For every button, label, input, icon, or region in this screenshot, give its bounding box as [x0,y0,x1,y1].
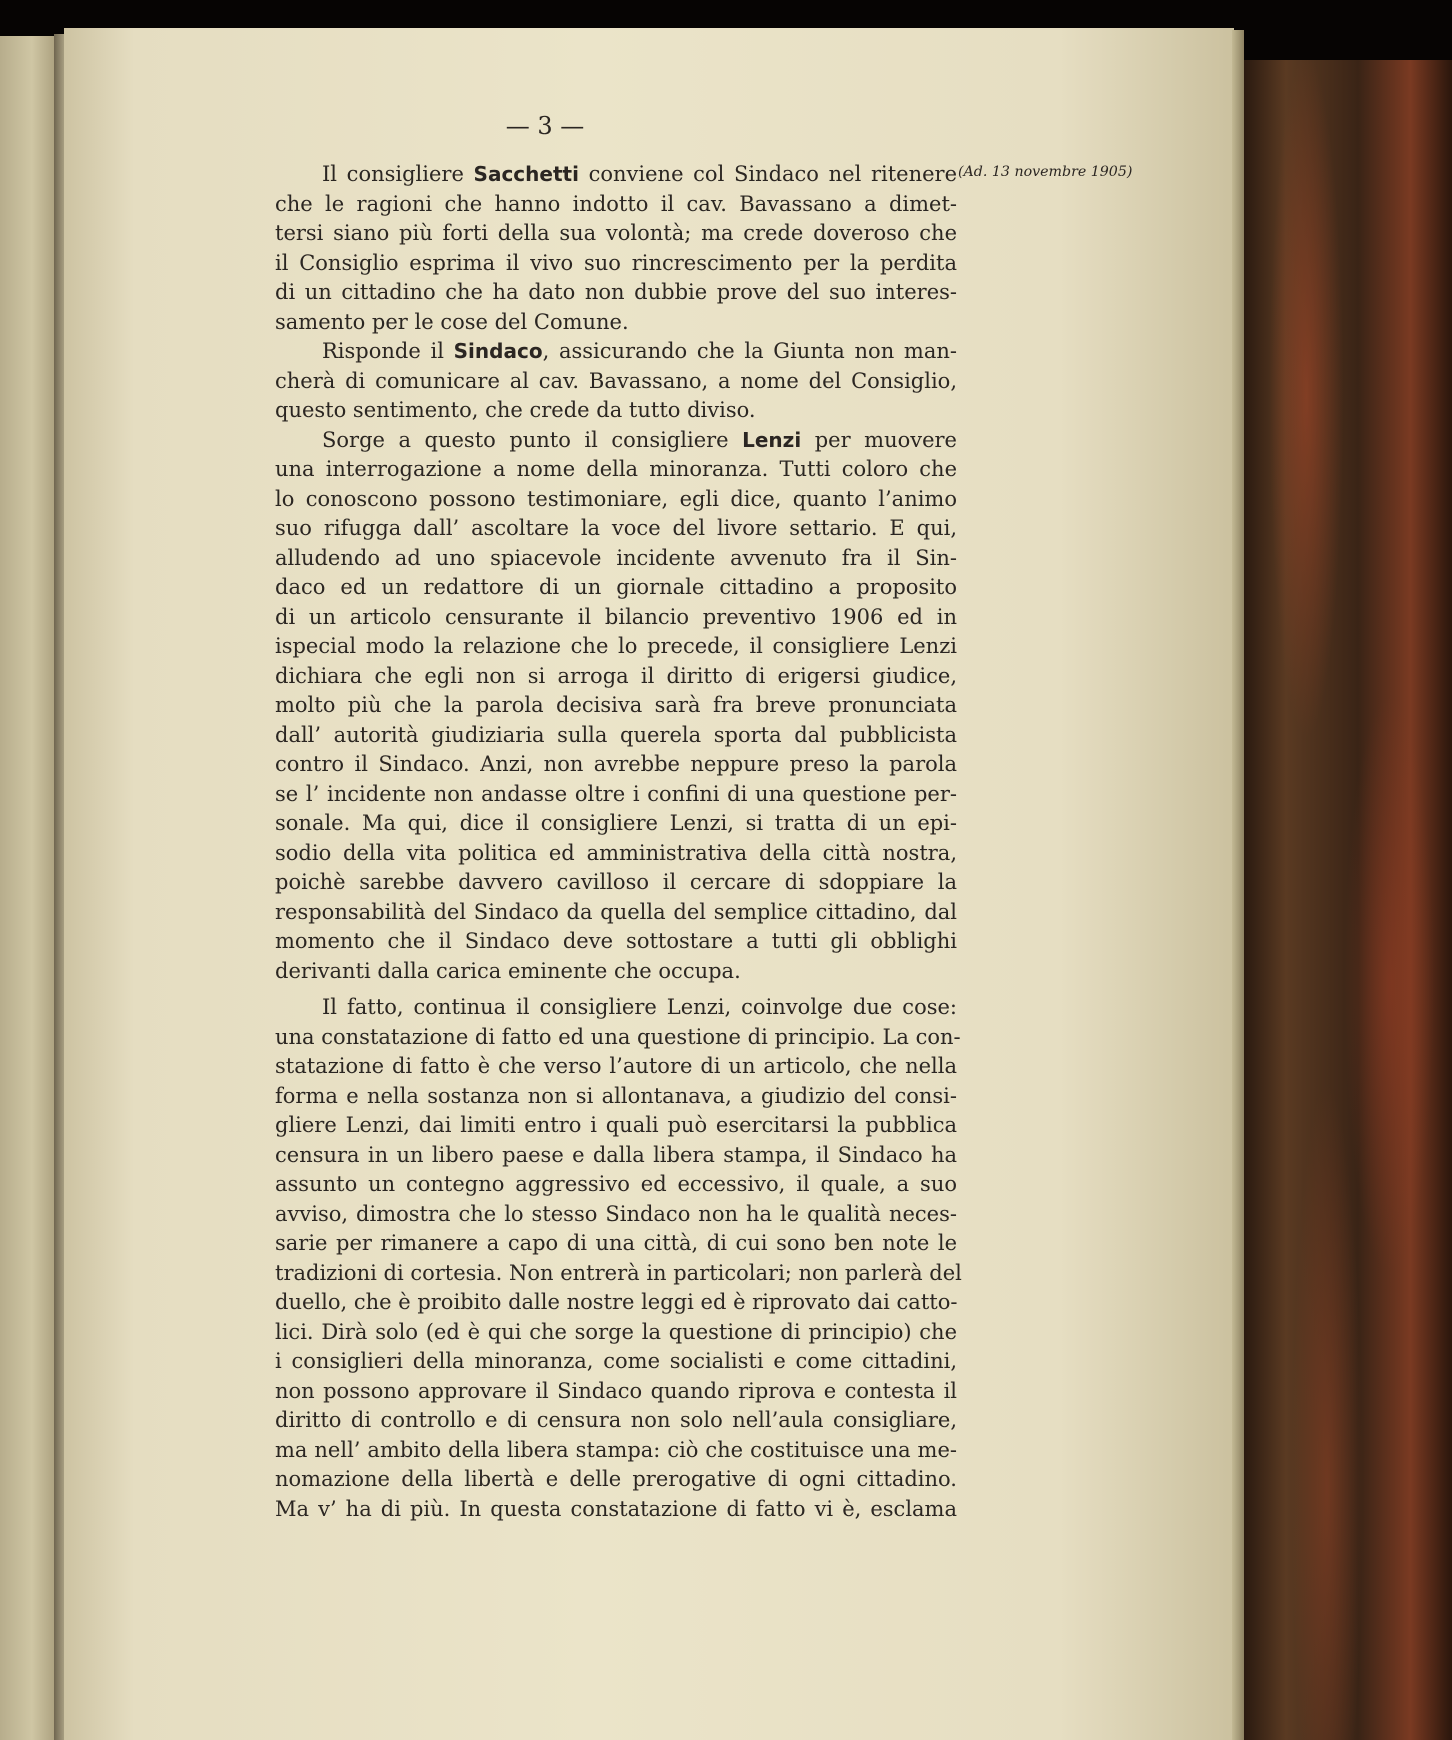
text-line [275,927,957,957]
text-segment: nomazione della libertà e delle prerogative di ogni cittadino. [275,1467,957,1491]
text-line [275,1377,957,1407]
text-segment: Ma v’ ha di più. In questa constatazione di fatto vi è, esclama [275,1496,957,1521]
text-segment: momento che il Sindaco deve sottostare a tutti gli obblighi [275,929,957,953]
text-segment: cherà di comunicare al cav. Bavassano, a nome del Consiglio, [275,368,957,393]
text-line [275,1141,957,1171]
paragraph [275,993,962,1524]
text-segment: poichè sarebbe davvero cavilloso il cercare di sdoppiare la [275,870,957,894]
text-segment: samento per le cose del Comune. [275,309,629,334]
text-segment: sonale. Ma qui, dice il consigliere Lenzi, si tratta di un epi- [275,811,957,835]
text-segment: di un articolo censurante il bilancio preventivo 1906 ed in [275,604,957,629]
text-line [275,1229,957,1259]
text-line [275,662,957,692]
text-line [275,1200,957,1230]
text-line [275,1436,957,1466]
text-line [275,750,957,780]
speaker-name: Sacchetti [473,162,579,186]
text-line [275,809,957,839]
text-segment: per muovere [801,427,957,452]
text-segment: una constatazione di fatto ed una questione di principio. La con- [275,1024,961,1049]
text-segment: molto più che la parola decisiva sarà fra breve pronunciata [275,693,957,717]
text-line [275,1023,961,1053]
text-segment: assunto un contegno aggressivo ed eccessivo, il quale, a suo [275,1172,957,1196]
text-line [275,1170,957,1200]
text-line [275,485,957,515]
text-line [275,632,957,662]
text-segment: una interrogazione a nome della minoranza. Tutti coloro che [275,457,957,481]
text-segment: alludendo ad uno spiacevole incidente avvenuto fra il Sin- [275,545,957,570]
text-segment: dall’ autorità giudiziaria sulla querela sporta dal pubblicista [275,722,957,747]
text-line [275,721,957,751]
text-segment: avviso, dimostra che lo stesso Sindaco non ha le qualità neces- [275,1201,957,1226]
text-segment: il Consiglio esprima il vivo suo rincrescimento per la perdita [275,250,957,275]
margin-date-note: (Ad. 13 novembre 1905) [958,164,1133,180]
paragraph [275,160,957,337]
text-segment: suo rifugga dall’ ascoltare la voce del livore settario. E qui, [275,516,957,540]
text-segment: Il fatto, continua il consigliere Lenzi, coinvolge due cose: [322,995,957,1019]
text-segment: Risponde il [322,339,454,363]
text-segment: sarie per rimanere a capo di una città, di cui sono ben note le [275,1231,957,1255]
left-page-edge [0,36,58,1740]
text-segment: forma e nella sostanza non si allontanava, a giudizio del consi- [275,1083,957,1108]
text-line [275,278,957,308]
text-line [275,1406,957,1436]
paragraph [275,426,957,987]
text-line [275,780,957,810]
text-segment: i consiglieri della minoranza, come socialisti e come cittadini, [275,1349,957,1373]
text-line [275,396,957,426]
text-segment: lo conoscono possono testimoniare, egli dice, quanto l’animo [275,486,957,511]
text-segment: che le ragioni che hanno indotto il cav. Bavassano a dimet- [275,191,957,216]
page-stack-edge [1232,30,1244,1740]
text-line [275,1318,957,1348]
text-line [275,426,957,456]
text-line [275,993,957,1023]
speaker-name: Sindaco [453,339,543,363]
text-line [275,455,957,485]
text-segment: responsabilità del Sindaco da quella del semplice cittadino, dal [275,899,957,924]
text-line [275,514,957,544]
text-line [275,190,957,220]
text-segment: ma nell’ ambito della libera stampa: ciò che costituisce una me- [275,1437,957,1462]
text-line [275,957,957,987]
text-line [275,219,957,249]
text-segment: censura in un libero paese e dalla libera stampa, il Sindaco ha [275,1142,957,1167]
text-segment: daco ed un redattore di un giornale cittadino a proposito [275,575,957,599]
text-segment: derivanti dalla carica eminente che occupa. [275,958,741,983]
text-segment: Il consigliere [322,162,474,186]
text-line [275,308,957,338]
text-line [275,1259,962,1289]
text-segment: diritto di controllo e di censura non solo nell’aula consigliare, [275,1408,957,1432]
text-line [275,249,957,279]
paragraph [275,337,957,426]
text-segment: ispecial modo la relazione che lo precede, il consigliere Lenzi [275,634,957,658]
text-line [275,160,957,190]
text-line [275,1082,957,1112]
text-line [275,898,957,928]
text-segment: , assicurando che la Giunta non man- [542,339,957,363]
text-line [275,544,957,574]
text-line [275,1495,957,1525]
text-segment: lici. Dirà solo (ed è qui che sorge la questione di principio) che [275,1319,957,1344]
text-line [275,839,957,869]
text-segment: di un cittadino che ha dato non dubbie prove del suo interes- [275,280,957,304]
text-line [275,603,957,633]
text-line [275,337,957,367]
text-segment: questo sentimento, che crede da tutto diviso. [275,398,756,422]
text-line [275,367,957,397]
body-text [275,160,962,1524]
text-segment: duello, che è proibito dalle nostre leggi ed è riprovato dai catto- [275,1290,958,1314]
text-segment: non possono approvare il Sindaco quando riprova e contesta il [275,1378,957,1403]
text-segment: Sorge a questo punto il consigliere [322,427,743,452]
text-line [275,1052,957,1082]
text-segment: dichiara che egli non si arroga il diritto di erigersi giudice, [275,663,957,688]
text-line [275,1347,957,1377]
text-segment: tradizioni di cortesia. Non entrerà in particolari; non parlerà del [275,1260,962,1285]
text-line [275,1288,957,1318]
text-line [275,691,957,721]
text-line [275,868,957,898]
speaker-name: Lenzi [742,427,802,452]
text-segment: conviene col Sindaco nel ritenere [578,162,957,186]
text-segment: contro il Sindaco. Anzi, non avrebbe neppure preso la parola [275,752,957,776]
page-number: — 3 — [505,112,585,140]
text-line [275,1111,957,1141]
text-line [275,1465,957,1495]
text-segment: tersi siano più forti della sua volontà; ma crede doveroso che [275,221,957,245]
text-segment: statazione di fatto è che verso l’autore di un articolo, che nella [275,1054,957,1078]
text-segment: gliere Lenzi, dai limiti entro i quali può esercitarsi la pubblica [275,1113,957,1137]
text-segment: sodio della vita politica ed amministrativa della città nostra, [275,840,957,865]
text-line [275,573,957,603]
text-segment: se l’ incidente non andasse oltre i confini di una questione per- [275,781,957,806]
book-cover-edge [1244,60,1452,1740]
